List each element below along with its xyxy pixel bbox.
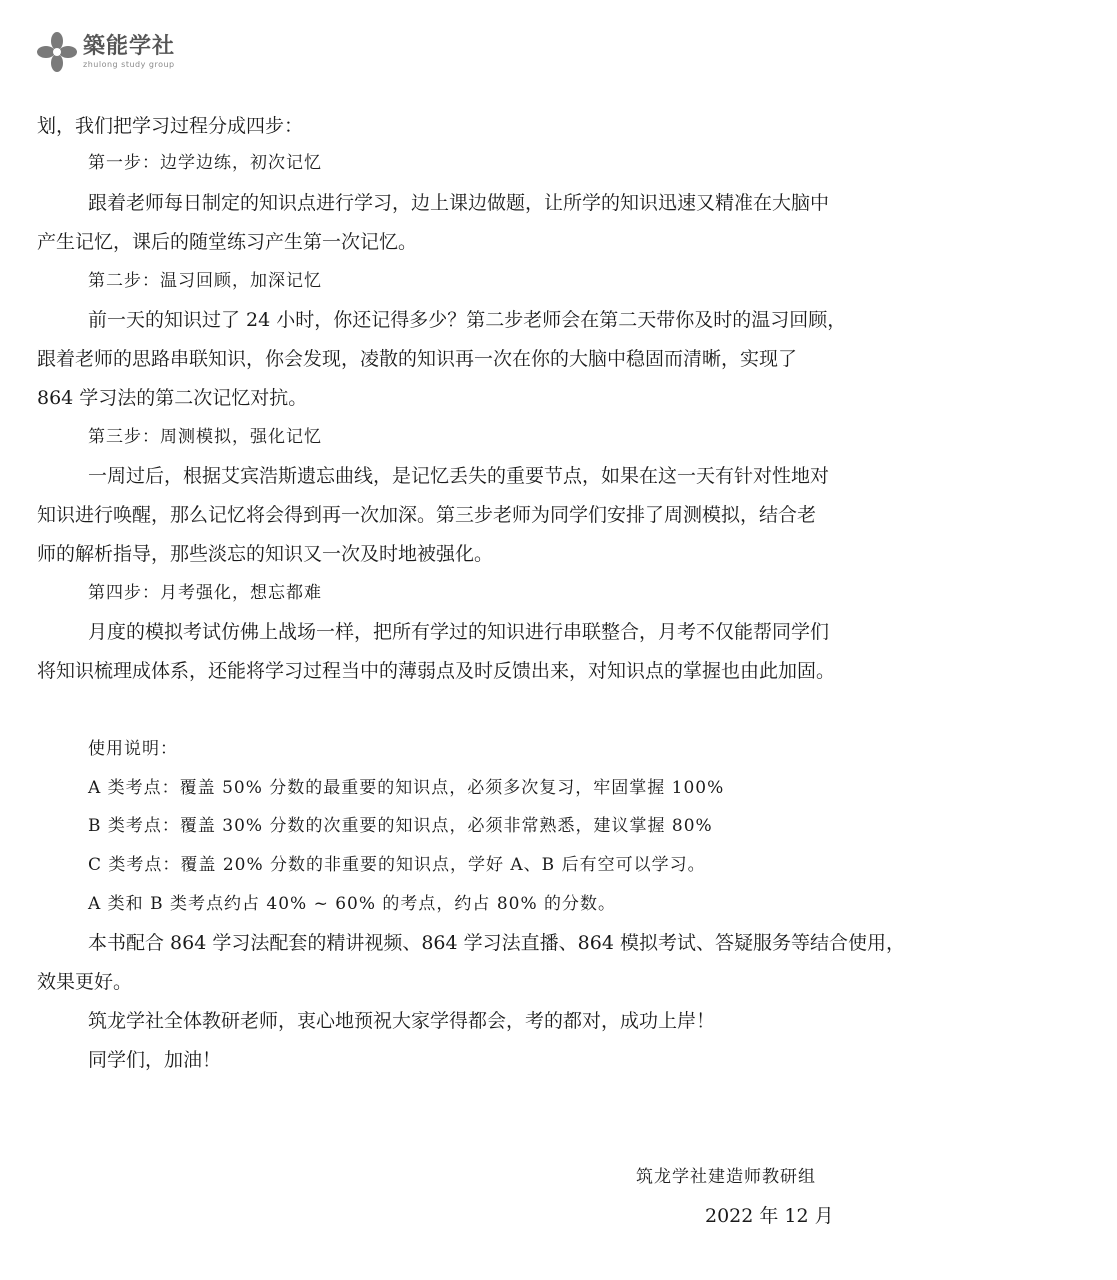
signature: 筑龙学社建造师教研组 xyxy=(636,1167,816,1187)
step4-title: 第四步：月考强化，想忘都难 xyxy=(88,583,322,603)
step3-paragraph-line3: 师的解析指导，那些淡忘的知识又一次及时地被强化。 xyxy=(37,543,494,565)
note-line2: 效果更好。 xyxy=(37,971,133,993)
brand-name-cn: 築能学社 xyxy=(83,33,176,59)
wish-line: 筑龙学社全体教研老师，衷心地预祝大家学得都会，考的都对，成功上岸！ xyxy=(88,1010,716,1032)
step4-paragraph-line2: 将知识梳理成体系，还能将学习过程当中的薄弱点及时反馈出来，对知识点的掌握也由此加固。 xyxy=(37,660,836,682)
intro-line: 划，我们把学习过程分成四步： xyxy=(37,115,304,137)
step1-paragraph-line2: 产生记忆，课后的随堂练习产生第一次记忆。 xyxy=(37,231,418,253)
step1-title: 第一步：边学边练，初次记忆 xyxy=(88,153,322,173)
step3-paragraph-line2: 知识进行唤醒，那么记忆将会得到再一次加深。第三步老师为同学们安排了周测模拟，结合老 xyxy=(37,504,817,526)
step4-paragraph-line1: 月度的模拟考试仿佛上战场一样，把所有学过的知识进行串联整合，月考不仅能帮同学们 xyxy=(88,621,830,643)
step2-paragraph-line1: 前一天的知识过了 24 小时，你还记得多少？第二步老师会在第二天带你及时的温习回顾， xyxy=(88,309,847,331)
usage-class-ab: A 类和 B 类考点约占 40% ~ 60% 的考点，约占 80% 的分数。 xyxy=(88,894,617,914)
step2-title: 第二步：温习回顾，加深记忆 xyxy=(88,271,322,291)
note-line1: 本书配合 864 学习法配套的精讲视频、864 学习法直播、864 模拟考试、答疑服务等结合使用， xyxy=(88,932,905,954)
step2-paragraph-line2: 跟着老师的思路串联知识，你会发现，凌散的知识再一次在你的大脑中稳固而清晰，实现了 xyxy=(37,348,798,370)
usage-class-c: C 类考点：覆盖 20% 分数的非重要的知识点，学好 A、B 后有空可以学习。 xyxy=(88,855,706,875)
step3-title: 第三步：周测模拟，强化记忆 xyxy=(88,427,322,447)
brand-logo xyxy=(37,30,175,74)
cheer-line: 同学们，加油！ xyxy=(88,1049,222,1071)
step2-paragraph-line3: 864 学习法的第二次记忆对抗。 xyxy=(37,387,308,409)
step1-paragraph-line1: 跟着老师每日制定的知识点进行学习，边上课边做题，让所学的知识迅速又精准在大脑中 xyxy=(88,192,830,214)
signature-date: 2022 年 12 月 xyxy=(705,1205,834,1227)
usage-class-b: B 类考点：覆盖 30% 分数的次重要的知识点，必须非常熟悉，建议掌握 80% xyxy=(88,816,713,836)
usage-title: 使用说明： xyxy=(88,739,178,759)
step3-paragraph-line1: 一周过后，根据艾宾浩斯遗忘曲线，是记忆丢失的重要节点，如果在这一天有针对性地对 xyxy=(88,465,830,487)
flower-logo-icon xyxy=(37,32,77,72)
brand-name-en: zhulong study group xyxy=(83,59,175,69)
usage-class-a: A 类考点：覆盖 50% 分数的最重要的知识点，必须多次复习，牢固掌握 100% xyxy=(88,778,725,798)
